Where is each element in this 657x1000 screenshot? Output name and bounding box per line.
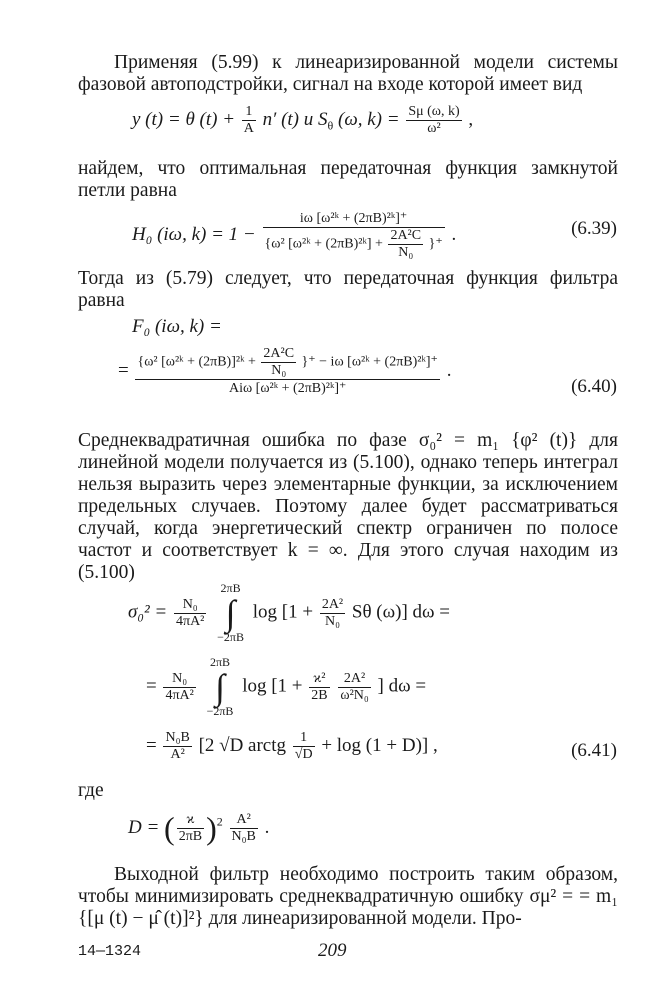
integral-sign: 2πB ∫ −2πB <box>217 581 244 644</box>
paragraph-3: Тогда из (5.79) следует, что передаточная функция фильтра равна <box>78 268 618 311</box>
equation-6-41-line2: = $\frac{\text{N₀}}{\text{4πA²}}$ 2πB ∫ −2πB log [1 + $\frac{\text{ϰ²}}{2B}$ $\frac{\text{2A²}}{\text{ω²N₀}}$ ] dω = <box>146 655 427 718</box>
paragraph-6: Выходной фильтр необходимо построить таким образом, чтобы минимизировать среднеквадратичную ошибку σμ² = = m₁ {[μ (t) − μ̂ (t)]²} для линеаризированной модели. Про- <box>78 864 618 929</box>
equation-6-40: = {ω² [ω²ᵏ + (2πB)]²ᵏ + $\frac{\text{2A²C}}{\text{N₀}}$ }⁺ − iω [ω²ᵏ + (2πB)²ᵏ]⁺ Aiω [ω²ᵏ + (2πB)²ᵏ]⁺ . <box>118 346 452 396</box>
equation-6-40-lhs: F₀ (iω, k) = <box>132 316 222 337</box>
print-signature: 14—1324 <box>78 943 142 960</box>
equation-D: D = ( $\frac{ϰ}{2\pi B}$ )$^2$ $\frac{\text{A²}}{\text{N₀B}}$ . <box>128 810 270 846</box>
paragraph-5: где <box>78 780 104 801</box>
equation-number-6-41: (6.41) <box>571 740 617 761</box>
paragraph-2: найдем, что оптимальная передаточная функция замкнутой петли равна <box>78 158 618 201</box>
fraction: $\frac{1}{A}$ <box>243 104 254 136</box>
paragraph-1: Применяя (5.99) к линеаризированной модели системы фазовой автоподстройки, сигнал на входе которой имеет вид <box>78 52 618 95</box>
fraction: {ω² [ω²ᵏ + (2πB)]²ᵏ + $\frac{\text{2A²C}}{\text{N₀}}$ }⁺ − iω [ω²ᵏ + (2πB)²ᵏ]⁺ Aiω [ω²ᵏ + (2πB)²ᵏ]⁺ <box>137 346 438 396</box>
equation-6-41-line3: = $\frac{\text{N₀B}}{\text{A²}}$ [2 √D arctg $\frac{1}{√D}$ + log (1 + D)] , <box>146 730 438 762</box>
integral-sign: 2πB ∫ −2πB <box>206 655 234 718</box>
page-number: 209 <box>318 940 347 961</box>
equation-number-6-39: (6.39) <box>571 218 617 239</box>
fraction: $\frac{S\mu (\omega, k)}{\text{ω²}}$ <box>408 104 460 136</box>
equation-number-6-40: (6.40) <box>571 376 617 397</box>
equation-6-41-line1: σ₀² = $\frac{\text{N₀}}{\text{4πA²}}$ 2πB ∫ −2πB log [1 + $\frac{\text{2A²}}{\text{N₀}}$ Sθ (ω)] dω = <box>128 581 451 644</box>
equation-input-signal: y (t) = θ (t) + $\frac{1}{A}$ n′ (t) и $S_\theta$ (ω, k) = $\frac{S\mu (\omega, k)}{\text{ω²}}$ , <box>132 104 474 136</box>
equation-6-39: H₀ (iω, k) = 1 − iω [ω²ᵏ + (2πB)²ᵏ]⁺ {ω² [ω²ᵏ + (2πB)²ᵏ] + $\frac{\text{2A²C}}{\text{N₀}}$ }⁺ . <box>132 211 457 260</box>
fraction: iω [ω²ᵏ + (2πB)²ᵏ]⁺ {ω² [ω²ᵏ + (2πB)²ᵏ] + $\frac{\text{2A²C}}{\text{N₀}}$ }⁺ <box>264 211 443 260</box>
paragraph-4: Среднеквадратичная ошибка по фазе σ₀² = m₁ {φ² (t)} для линейной модели получается из (5.100), однако теперь интеграл нельзя выразить через элементарные функции, за исключением предельных случаев. Поэтому далее будет рассматриваться случай, когда энергетический спектр ограничен по полосе частот и соответствует k = ∞. Для этого случая находим из (5.100) <box>78 430 618 583</box>
